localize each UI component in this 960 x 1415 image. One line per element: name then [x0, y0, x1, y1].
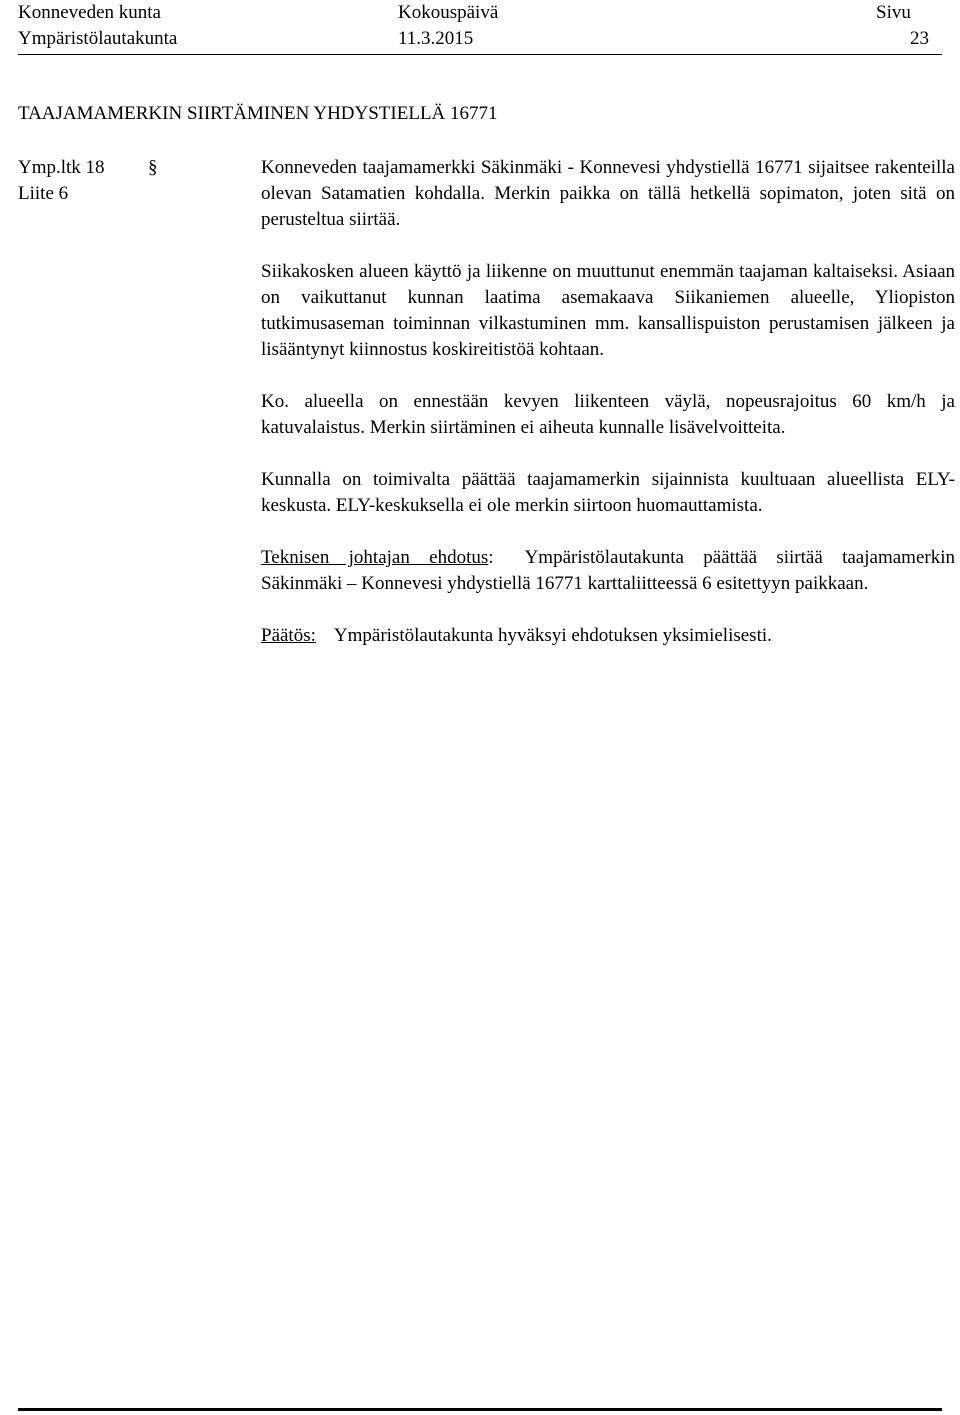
meeting-date-label: Kokouspäivä	[398, 2, 499, 23]
page-number: 23	[910, 28, 929, 49]
committee-reference-line	[18, 155, 248, 181]
proposal-paragraph	[261, 545, 955, 597]
paragraph-background: Konneveden taajamamerkki Säkinmäki - Konnevesi yhdystiellä 16771 sijaitsee rakenteilla olevan Satamatien kohdalla. Merkin paikka on tällä hetkellä sopimaton, joten sitä on perusteltua siirtää.	[261, 157, 955, 230]
paragraph-authority: Kunnalla on toimivalta päättää taajamamerkin sijainnista kuultuaan alueellista ELY-keskusta. ELY-keskuksella ei ole merkin siirtoon huomauttamista.	[261, 469, 955, 516]
paragraph-area-change: Siikakosken alueen käyttö ja liikenne on muuttunut enemmän taajaman kaltaiseksi. Asiaan on vaikuttanut kunnan laatima asemakaava Siikaniemen alueelle, Yliopiston tutkimusaseman toiminnan vilkastuminen mm. kansallispuiston perustamisen jälkeen ja lisääntynyt kiinnostus koskireitistöä kohtaan.	[261, 261, 955, 360]
municipality-name: Konneveden kunta	[18, 2, 161, 23]
footer-divider	[18, 1408, 942, 1411]
header-right	[876, 0, 929, 52]
proposal-label: Teknisen johtajan ehdotus	[261, 547, 489, 568]
proposal-colon: :	[488, 547, 494, 568]
committee-name: Ympäristölautakunta	[18, 28, 178, 49]
item-title: TAAJAMAMERKIN SIIRTÄMINEN YHDYSTIELLÄ 16771	[18, 103, 498, 124]
proposal-text: Ympäristölautakunta päättää siirtää taajamamerkin Säkinmäki – Konnevesi yhdystiellä 16771 karttaliitteessä 6 esitettyyn paikkaan.	[261, 547, 955, 594]
paragraph-infrastructure: Ko. alueella on ennestään kevyen liikenteen väylä, nopeusrajoitus 60 km/h ja katuvalaistus. Merkin siirtäminen ei aiheuta kunnalle lisävelvoitteita.	[261, 391, 955, 438]
page-label: Sivu	[876, 2, 911, 23]
section-mark: §	[148, 157, 158, 178]
attachment-reference: Liite 6	[18, 183, 69, 204]
item-references	[18, 155, 248, 207]
committee-reference: Ymp.ltk 18	[18, 157, 105, 178]
page-header	[18, 0, 942, 55]
decision-label: Päätös:	[261, 625, 316, 646]
meeting-date: 11.3.2015	[398, 28, 474, 49]
header-left	[18, 0, 177, 52]
header-center	[398, 0, 498, 52]
decision-text: Ympäristölautakunta hyväksyi ehdotuksen yksimielisesti.	[333, 625, 772, 646]
item-body	[261, 155, 955, 675]
decision-paragraph	[261, 623, 955, 649]
